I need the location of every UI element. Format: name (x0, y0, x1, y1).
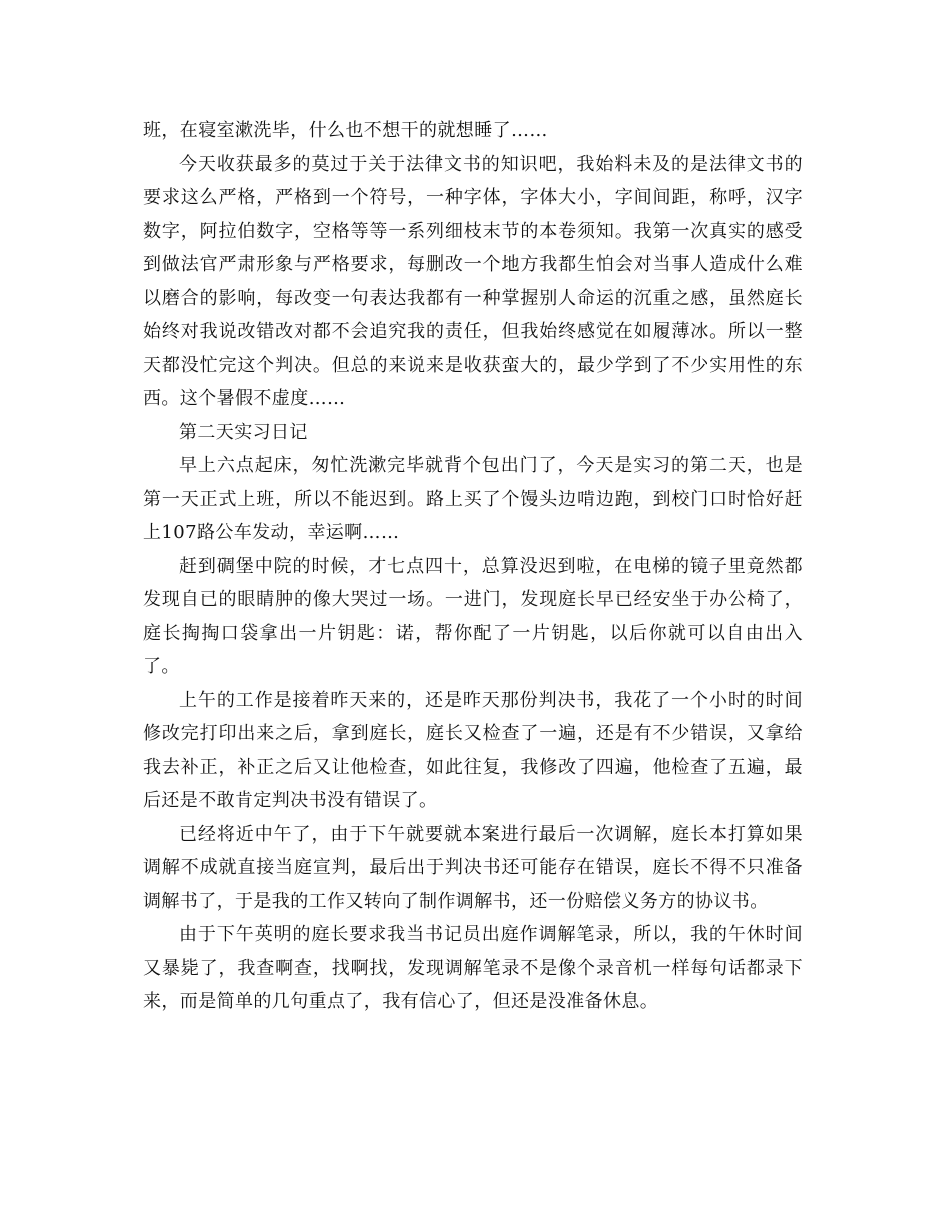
paragraph-continuation: 班，在寝室漱洗毕，什么也不想干的就想睡了…… (143, 120, 548, 141)
document-body (143, 114, 803, 1019)
paragraph-afternoon: 由于下午英明的庭长要求我当书记员出庭作调解笔录，所以，我的午休时间又暴毙了，我查啊查，找啊找，发现调解笔录不是像个录音机一样每句话都录下来，而是简单的几句重点了，我有信心了，但还是没准备休息。 (143, 924, 803, 1012)
paragraph-morning-work: 上午的工作是接着昨天来的，还是昨天那份判决书，我花了一个小时的时间修改完打印出来之后，拿到庭长，庭长又检查了一遍，还是有不少错误，又拿给我去补正，补正之后又让他检查，如此往复，我修改了四遍，他检查了五遍，最后还是不敢肯定判决书没有错误了。 (143, 689, 803, 811)
paragraph-arrival: 赶到碉堡中院的时候，才七点四十，总算没迟到啦，在电梯的镜子里竟然都发现自已的眼睛肿的像大哭过一场。一进门，发现庭长早已经安坐于办公椅了，庭长掏掏口袋拿出一片钥匙：诺，帮你配了一片钥匙，以后你就可以自由出入了。 (143, 555, 803, 677)
paragraph-legal-documents: 今天收获最多的莫过于关于法律文书的知识吧，我始料未及的是法律文书的要求这么严格，严格到一个符号，一种字体，字体大小，字间间距，称呼，汉字数字，阿拉伯数字，空格等等一系列细枝末节的本卷须知。我第一次真实的感受到做法官严肃形象与严格要求，每删改一个地方我都生怕会对当事人造成什么难以磨合的影响，每改变一句表达我都有一种掌握别人命运的沉重之感，虽然庭长始终对我说改错改对都不会追究我的责任，但我始终感觉在如履薄冰。所以一整天都没忙完这个判决。但总的来说来是收获蛮大的，最少学到了不少实用性的东西。这个暑假不虚度…… (143, 153, 803, 409)
paragraph-morning: 早上六点起床，匆忙洗漱完毕就背个包出门了，今天是实习的第二天，也是第一天正式上班，所以不能迟到。路上买了个馒头边啃边跑，到校门口时恰好赶上107路公车发动，幸运啊…… (143, 455, 803, 543)
paragraph-noon: 已经将近中午了，由于下午就要就本案进行最后一次调解，庭长本打算如果调解不成就直接当庭宣判，最后出于判决书还可能存在错误，庭长不得不只准备调解书了，于是我的工作又转向了制作调解书，还一份赔偿义务方的协议书。 (143, 823, 803, 912)
section-heading-day-two: 第二天实习日记 (179, 421, 308, 443)
